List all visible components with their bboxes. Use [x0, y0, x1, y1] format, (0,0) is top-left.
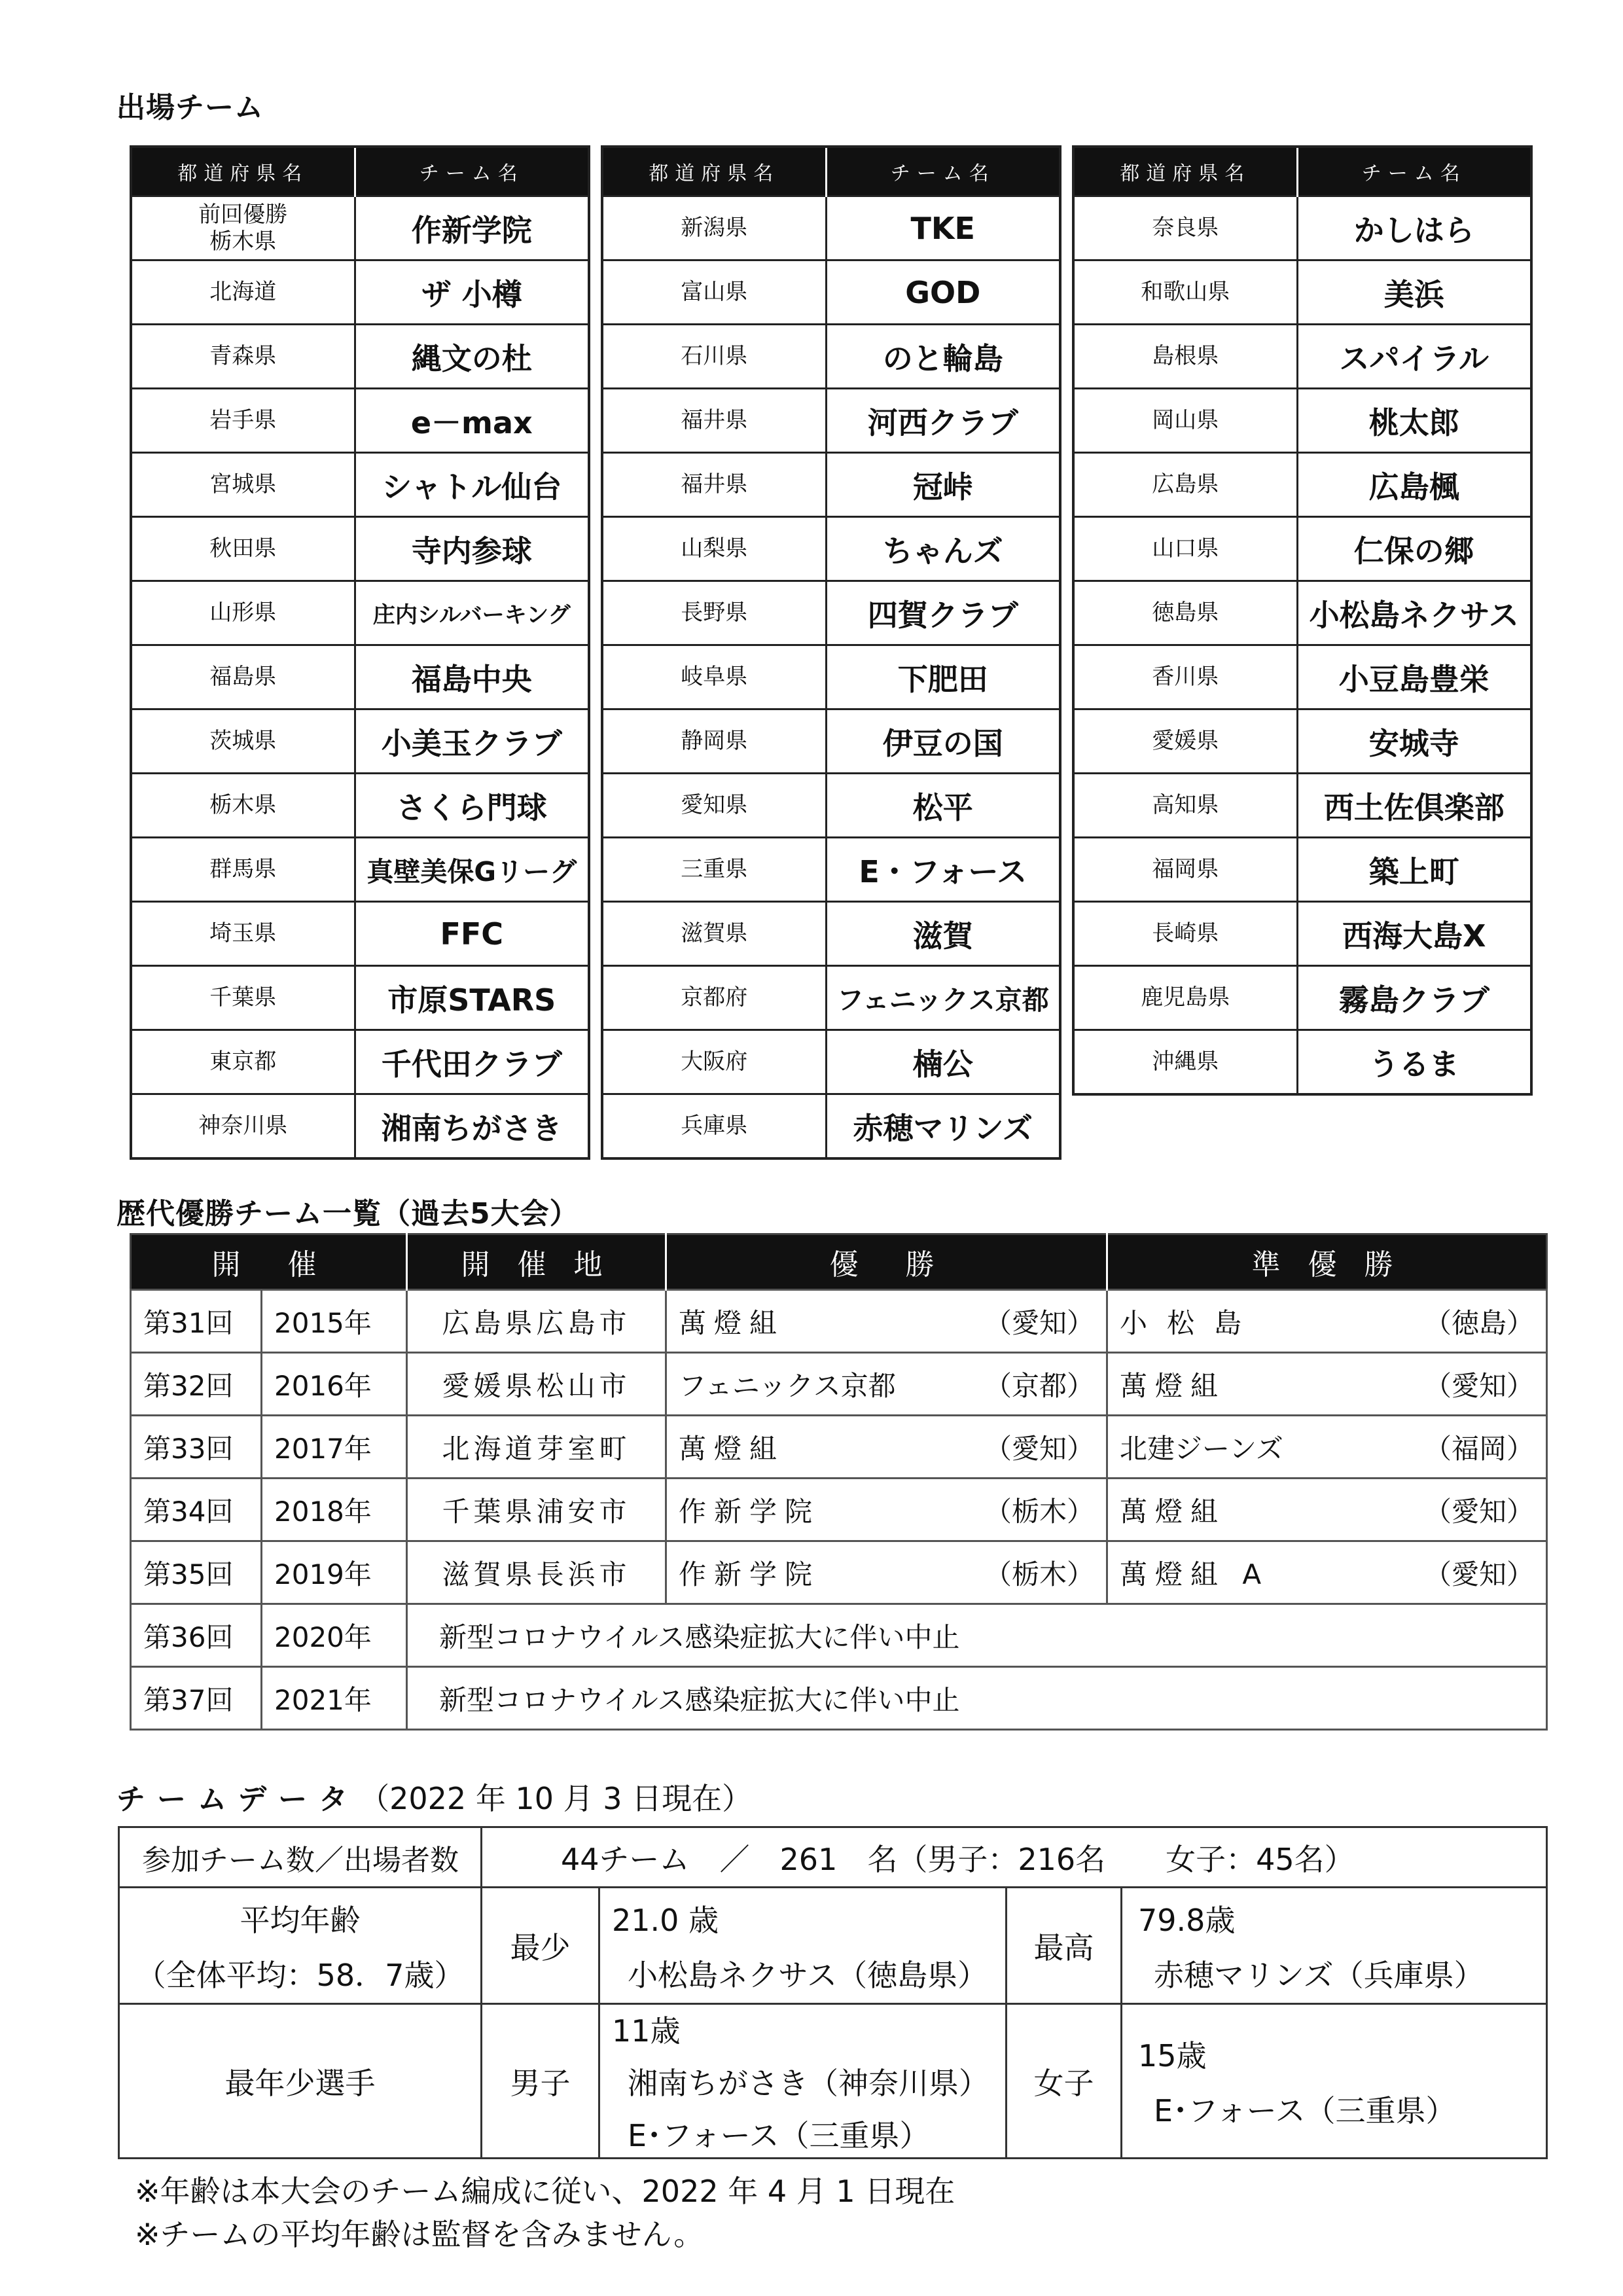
- prefecture-cell: 島根県: [1073, 325, 1297, 389]
- prefecture-cell: 福岡県: [1073, 838, 1297, 902]
- team-name-cell: 下肥田: [826, 645, 1060, 709]
- year: 2021年: [262, 1667, 407, 1730]
- oldest-age: 79.8歳: [1138, 1902, 1236, 1938]
- header-winner: 優 勝: [666, 1234, 1107, 1290]
- runner-name: 萬燈組: [1120, 1369, 1226, 1402]
- table-row: [602, 838, 1060, 902]
- youngest-player-label: 最年少選手: [119, 2004, 482, 2159]
- oldest-cell: [1122, 1888, 1547, 2004]
- header-pref: 都道府県名: [131, 147, 355, 196]
- prefecture-cell: 秋田県: [131, 517, 355, 581]
- female-team: E･フォース（三重県）: [1154, 2092, 1456, 2128]
- header-pref: 都道府県名: [1073, 147, 1297, 196]
- prefecture-cell: 広島県: [1073, 453, 1297, 517]
- runner-pref: （愛知）: [1423, 1495, 1534, 1528]
- winner: [666, 1416, 1107, 1479]
- prefecture-cell: 大阪府: [602, 1030, 826, 1094]
- team-name-cell: 伊豆の国: [826, 709, 1060, 774]
- teams-title: 出場チーム: [116, 91, 264, 124]
- team-name-cell: 庄内シルバーキング: [355, 581, 589, 645]
- venue: 愛媛県松山市: [407, 1353, 666, 1416]
- table-row: [1073, 902, 1531, 966]
- team-name-cell: 西海大島X: [1297, 902, 1531, 966]
- prefecture-cell: 岐阜県: [602, 645, 826, 709]
- team-table-1: [130, 145, 590, 1160]
- table-row: [131, 1604, 1547, 1667]
- table-row: [131, 902, 589, 966]
- prefecture-cell: 岡山県: [1073, 389, 1297, 453]
- prefecture-cell: 兵庫県: [602, 1094, 826, 1159]
- winner-name: 作新学院: [679, 1558, 821, 1590]
- table-row: [602, 709, 1060, 774]
- runner-up: [1107, 1416, 1547, 1479]
- year: 2020年: [262, 1604, 407, 1667]
- team-name-cell: E・フォース: [826, 838, 1060, 902]
- runner-pref: （福岡）: [1423, 1432, 1534, 1465]
- edition: 第34回: [131, 1479, 262, 1541]
- prefecture-cell: 奈良県: [1073, 196, 1297, 260]
- prefecture-cell: 茨城県: [131, 709, 355, 774]
- table-row: [602, 581, 1060, 645]
- table-row: [131, 389, 589, 453]
- winner-pref: （栃木）: [984, 1495, 1094, 1528]
- header-team: チーム名: [826, 147, 1060, 196]
- table-row: [119, 1827, 1547, 1888]
- male-cell: [599, 2004, 1007, 2159]
- table-row: [1073, 645, 1531, 709]
- prefecture-cell: 福井県: [602, 453, 826, 517]
- team-name-cell: ザ 小樽: [355, 260, 589, 325]
- prefecture-cell: 北海道: [131, 260, 355, 325]
- table-row: [131, 966, 589, 1030]
- team-name-cell: 冠峠: [826, 453, 1060, 517]
- table-row: [602, 517, 1060, 581]
- venue: 滋賀県長浜市: [407, 1541, 666, 1604]
- table-row: [602, 260, 1060, 325]
- runner-name: 萬燈組: [1120, 1495, 1226, 1528]
- winner-pref: （愛知）: [984, 1432, 1094, 1465]
- runner-up: [1107, 1541, 1547, 1604]
- year: 2015年: [262, 1290, 407, 1353]
- team-name-cell: 小美玉クラブ: [355, 709, 589, 774]
- participants-value: 44チーム ／ 261 名（男子：216名 女子：45名）: [482, 1827, 1547, 1888]
- edition: 第36回: [131, 1604, 262, 1667]
- youngest-age: 21.0 歳: [612, 1902, 719, 1938]
- prefecture-cell: 長崎県: [1073, 902, 1297, 966]
- prefecture-cell: 千葉県: [131, 966, 355, 1030]
- prefecture-cell: 青森県: [131, 325, 355, 389]
- prefecture-cell: 高知県: [1073, 774, 1297, 838]
- winner: [666, 1479, 1107, 1541]
- team-name-cell: 小豆島豊栄: [1297, 645, 1531, 709]
- team-name-cell: 福島中央: [355, 645, 589, 709]
- table-row: [131, 709, 589, 774]
- runner-up: [1107, 1353, 1547, 1416]
- cancel-note: 新型コロナウイルス感染症拡大に伴い中止: [407, 1604, 1547, 1667]
- runner-name: 北建ジーンズ: [1120, 1432, 1283, 1465]
- male-label: 男子: [482, 2004, 599, 2159]
- header-held: 開 催: [131, 1234, 407, 1290]
- team-name-cell: 桃太郎: [1297, 389, 1531, 453]
- team-name-cell: ちゃんズ: [826, 517, 1060, 581]
- table-row: [1073, 966, 1531, 1030]
- prefecture-cell: 前回優勝 栃木県: [131, 196, 355, 260]
- year: 2017年: [262, 1416, 407, 1479]
- table-row: [131, 1667, 1547, 1730]
- prefecture-cell: 静岡県: [602, 709, 826, 774]
- table-row: [602, 325, 1060, 389]
- table-row: [602, 1094, 1060, 1159]
- prefecture-cell: 石川県: [602, 325, 826, 389]
- table-row: [131, 517, 589, 581]
- avg-age-value: （全体平均：58．7歳）: [135, 1957, 465, 1993]
- edition: 第33回: [131, 1416, 262, 1479]
- prefecture-cell: 山口県: [1073, 517, 1297, 581]
- table-row: [1073, 709, 1531, 774]
- prefecture-cell: 群馬県: [131, 838, 355, 902]
- female-cell: [1122, 2004, 1547, 2159]
- table-row: [602, 645, 1060, 709]
- table-row: [131, 1290, 1547, 1353]
- venue: 広島県広島市: [407, 1290, 666, 1353]
- prefecture-cell: 東京都: [131, 1030, 355, 1094]
- table-row: [131, 453, 589, 517]
- team-table-2: [601, 145, 1061, 1160]
- edition: 第31回: [131, 1290, 262, 1353]
- prefecture-cell: 滋賀県: [602, 902, 826, 966]
- header-runner-up: 準 優 勝: [1107, 1234, 1547, 1290]
- runner-up: [1107, 1479, 1547, 1541]
- table-row: [602, 966, 1060, 1030]
- avg-age-label: 平均年齢: [240, 1902, 361, 1938]
- team-name-cell: 霧島クラブ: [1297, 966, 1531, 1030]
- data-title: チームデータ: [116, 1783, 360, 1816]
- team-name-cell: 千代田クラブ: [355, 1030, 589, 1094]
- team-name-cell: 作新学院: [355, 196, 589, 260]
- team-name-cell: 広島楓: [1297, 453, 1531, 517]
- table-row: [1073, 196, 1531, 260]
- table-row: [602, 1030, 1060, 1094]
- team-name-cell: 築上町: [1297, 838, 1531, 902]
- team-name-cell: 松平: [826, 774, 1060, 838]
- table-row: [119, 1888, 1547, 2004]
- table-row: [1073, 1030, 1531, 1095]
- prefecture-cell: 福井県: [602, 389, 826, 453]
- winner-pref: （栃木）: [984, 1558, 1094, 1590]
- edition: 第35回: [131, 1541, 262, 1604]
- table-row: [1073, 389, 1531, 453]
- team-table-3: [1072, 145, 1533, 1096]
- team-name-cell: TKE: [826, 196, 1060, 260]
- team-name-cell: 滋賀: [826, 902, 1060, 966]
- prefecture-cell: 栃木県: [131, 774, 355, 838]
- table-row: [131, 1094, 589, 1159]
- table-row: [119, 2004, 1547, 2159]
- venue: 北海道芽室町: [407, 1416, 666, 1479]
- table-row: [131, 196, 589, 260]
- winner-name: フェニックス京都: [679, 1369, 896, 1402]
- team-name-cell: フェニックス京都: [826, 966, 1060, 1030]
- youngest-label: 最少: [482, 1888, 599, 2004]
- runner-name: 小松島: [1120, 1306, 1262, 1339]
- oldest-team: 赤穂マリンズ（兵庫県）: [1154, 1957, 1484, 1993]
- table-row: [131, 1416, 1547, 1479]
- team-name-cell: 湘南ちがさき: [355, 1094, 589, 1159]
- avg-age-cell: [119, 1888, 482, 2004]
- history-table: [130, 1233, 1548, 1731]
- runner-pref: （愛知）: [1423, 1558, 1534, 1590]
- data-date: （2022 年 10 月 3 日現在）: [359, 1781, 753, 1816]
- female-age: 15歳: [1138, 2037, 1207, 2073]
- table-row: [602, 902, 1060, 966]
- team-name-cell: 市原STARS: [355, 966, 589, 1030]
- table-row: [131, 838, 589, 902]
- table-row: [131, 325, 589, 389]
- table-row: [1073, 260, 1531, 325]
- runner-up: [1107, 1290, 1547, 1353]
- venue: 千葉県浦安市: [407, 1479, 666, 1541]
- male-team-2: E･フォース（三重県）: [628, 2117, 930, 2153]
- prefecture-cell: 富山県: [602, 260, 826, 325]
- table-row: [1073, 453, 1531, 517]
- prefecture-cell: 徳島県: [1073, 581, 1297, 645]
- table-row: [1073, 774, 1531, 838]
- winner: [666, 1290, 1107, 1353]
- runner-name: 萬燈組 A: [1120, 1558, 1270, 1590]
- female-label: 女子: [1007, 2004, 1122, 2159]
- table-row: [131, 774, 589, 838]
- winner-name: 萬燈組: [679, 1432, 785, 1465]
- prefecture-cell: 鹿児島県: [1073, 966, 1297, 1030]
- prefecture-cell: 香川県: [1073, 645, 1297, 709]
- table-row: [131, 645, 589, 709]
- team-name-cell: 安城寺: [1297, 709, 1531, 774]
- header-pref: 都道府県名: [602, 147, 826, 196]
- team-name-cell: e－max: [355, 389, 589, 453]
- prefecture-cell: 愛知県: [602, 774, 826, 838]
- year: 2016年: [262, 1353, 407, 1416]
- cancel-note: 新型コロナウイルス感染症拡大に伴い中止: [407, 1667, 1547, 1730]
- table-row: [131, 1479, 1547, 1541]
- history-title: 歴代優勝チーム一覧（過去5大会）: [116, 1197, 579, 1230]
- team-name-cell: 赤穂マリンズ: [826, 1094, 1060, 1159]
- team-name-cell: 小松島ネクサス: [1297, 581, 1531, 645]
- prefecture-cell: 沖縄県: [1073, 1030, 1297, 1095]
- team-name-cell: 河西クラブ: [826, 389, 1060, 453]
- header-team: チーム名: [1297, 147, 1531, 196]
- team-name-cell: さくら門球: [355, 774, 589, 838]
- table-row: [131, 1541, 1547, 1604]
- team-name-cell: スパイラル: [1297, 325, 1531, 389]
- table-row: [1073, 517, 1531, 581]
- prefecture-cell: 和歌山県: [1073, 260, 1297, 325]
- prefecture-cell: 神奈川県: [131, 1094, 355, 1159]
- table-row: [1073, 838, 1531, 902]
- team-name-cell: 西土佐倶楽部: [1297, 774, 1531, 838]
- youngest-cell: [599, 1888, 1007, 2004]
- table-row: [131, 1030, 589, 1094]
- male-age: 11歳: [612, 2013, 681, 2049]
- youngest-team: 小松島ネクサス（徳島県）: [628, 1957, 988, 1993]
- team-data-table: [118, 1826, 1548, 2159]
- note-1: ※年齢は本大会のチーム編成に従い、2022 年 4 月 1 日現在: [135, 2174, 955, 2209]
- table-row: [1073, 581, 1531, 645]
- table-row: [1073, 325, 1531, 389]
- note-2: ※チームの平均年齢は監督を含みません。: [135, 2217, 704, 2252]
- team-name-cell: うるま: [1297, 1030, 1531, 1095]
- prefecture-cell: 愛媛県: [1073, 709, 1297, 774]
- table-row: [602, 774, 1060, 838]
- year: 2019年: [262, 1541, 407, 1604]
- table-row: [131, 1353, 1547, 1416]
- table-row: [131, 581, 589, 645]
- prefecture-cell: 新潟県: [602, 196, 826, 260]
- edition: 第37回: [131, 1667, 262, 1730]
- prefecture-cell: 山梨県: [602, 517, 826, 581]
- prefecture-cell: 山形県: [131, 581, 355, 645]
- oldest-label: 最高: [1007, 1888, 1122, 2004]
- prefecture-cell: 福島県: [131, 645, 355, 709]
- header-team: チーム名: [355, 147, 589, 196]
- team-name-cell: 仁保の郷: [1297, 517, 1531, 581]
- participants-label: 参加チーム数／出場者数: [119, 1827, 482, 1888]
- team-name-cell: 真壁美保Gリーグ: [355, 838, 589, 902]
- team-name-cell: 縄文の杜: [355, 325, 589, 389]
- year: 2018年: [262, 1479, 407, 1541]
- winner-pref: （愛知）: [984, 1306, 1094, 1339]
- runner-pref: （徳島）: [1423, 1306, 1534, 1339]
- prefecture-cell: 宮城県: [131, 453, 355, 517]
- table-row: [602, 453, 1060, 517]
- prefecture-cell: 岩手県: [131, 389, 355, 453]
- winner-name: 作新学院: [679, 1495, 821, 1528]
- male-team-1: 湘南ちがさき（神奈川県）: [628, 2065, 989, 2101]
- edition: 第32回: [131, 1353, 262, 1416]
- winner-name: 萬燈組: [679, 1306, 785, 1339]
- prefecture-cell: 京都府: [602, 966, 826, 1030]
- winner-pref: （京都）: [984, 1369, 1094, 1402]
- table-row: [602, 389, 1060, 453]
- winner: [666, 1541, 1107, 1604]
- team-name-cell: 寺内参球: [355, 517, 589, 581]
- team-name-cell: かしはら: [1297, 196, 1531, 260]
- runner-pref: （愛知）: [1423, 1369, 1534, 1402]
- team-name-cell: FFC: [355, 902, 589, 966]
- team-name-cell: GOD: [826, 260, 1060, 325]
- team-name-cell: のと輪島: [826, 325, 1060, 389]
- header-venue: 開 催 地: [407, 1234, 666, 1290]
- winner: [666, 1353, 1107, 1416]
- team-name-cell: 四賀クラブ: [826, 581, 1060, 645]
- team-name-cell: 楠公: [826, 1030, 1060, 1094]
- team-name-cell: シャトル仙台: [355, 453, 589, 517]
- table-row: [602, 196, 1060, 260]
- team-name-cell: 美浜: [1297, 260, 1531, 325]
- prefecture-cell: 埼玉県: [131, 902, 355, 966]
- prefecture-cell: 長野県: [602, 581, 826, 645]
- prefecture-cell: 三重県: [602, 838, 826, 902]
- table-row: [131, 260, 589, 325]
- data-title-row: [116, 1775, 752, 1818]
